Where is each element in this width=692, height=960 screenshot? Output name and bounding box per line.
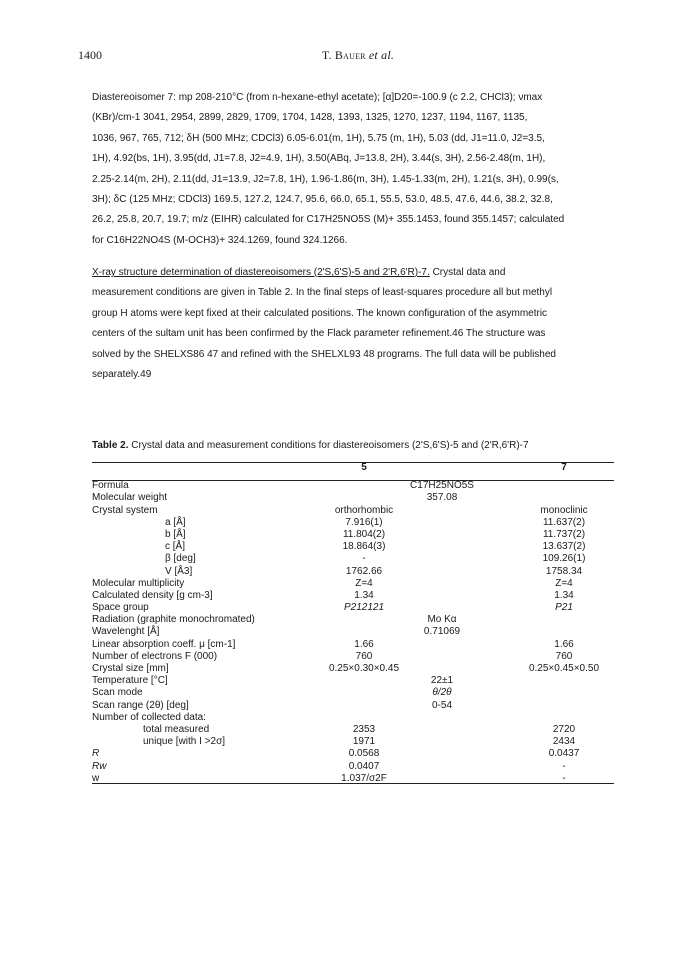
xray-paragraph	[92, 263, 617, 385]
diastereoisomer-7-data-paragraph	[92, 88, 617, 251]
para2-line-6: separately.49	[92, 368, 152, 380]
table-row: V [Å3] 1762.66 1758.34	[165, 565, 583, 577]
table-row: Number of electrons F (000) 760 760	[92, 650, 573, 662]
table-row: R 0.0568 0.0437	[92, 748, 580, 760]
table-row: Molecular weight 357.08	[92, 492, 458, 504]
author-suffix: et al.	[368, 48, 395, 62]
table-row: w 1.037/σ2F -	[92, 772, 566, 784]
table-row: Formula C17H25NO5S	[92, 480, 474, 492]
table-row: β [deg] - 109.26(1)	[165, 553, 586, 565]
author-surname: Bauer	[334, 48, 366, 62]
table-row: Molecular multiplicity Z=4 Z=4	[92, 577, 573, 589]
table-row: c [Å] 18.864(3) 13.637(2)	[165, 541, 586, 553]
column-header-5: 5	[361, 462, 367, 473]
para2-line-1: X-ray structure determination of diastereoisomers (2'S,6'S)-5 and 2'R,6'R)-7. Crystal data and	[92, 267, 506, 278]
para1-line-3: 1036, 967, 765, 712; δH (500 MHz; CDCl3) 6.05-6.01(m, 1H), 5.75 (m, 1H), 5.03 (dd, J1=11.0, J2=3.5,	[92, 132, 545, 144]
running-header	[78, 48, 638, 64]
para1-line-5: 2.25-2.14(m, 2H), 2.11(dd, J1=13.9, J2=7.8, 1H), 1.96-1.86(m, 3H), 1.45-1.33(m, 2H), 1.21(s, 3H), 0.99(s,	[92, 173, 559, 185]
page-number: 1400	[78, 48, 102, 62]
table-row: total measured 2353 2720	[143, 723, 576, 735]
table-row: Scan range (2θ) [deg] 0-54	[92, 699, 452, 711]
para1-line-1: Diastereoisomer 7: mp 208-210°C (from n-hexane-ethyl acetate); [α]D20=-100.9 (c 2.2, CHCl3); νmax	[92, 92, 543, 103]
table-header-row	[92, 462, 614, 474]
table-row: Number of collected data:	[92, 711, 206, 723]
table-caption-text: Crystal data and measurement conditions for diastereoisomers (2'S,6'S)-5 and (2'R,6'R)-7	[131, 440, 529, 451]
table-row: Temperature [°C] 22±1	[92, 675, 454, 687]
column-header-7: 7	[561, 462, 567, 473]
table-row: a [Å] 7.916(1) 11.637(2)	[165, 516, 586, 528]
table-row: Crystal system orthorhombic monoclinic	[92, 504, 588, 516]
table-row: Scan mode θ/2θ	[92, 687, 452, 699]
para2-line-2: measurement conditions are given in Table 2. In the final steps of least-squares procedure all but methyl	[92, 287, 553, 299]
table-caption	[92, 440, 632, 451]
table-row: unique [with I >2σ] 1971 2434	[143, 736, 576, 748]
table-bottom-rule	[92, 783, 614, 784]
crystal-data-table	[92, 462, 614, 785]
table-row: Wavelenght [Å] 0.71069	[92, 626, 461, 638]
xray-section-heading: X-ray structure determination of diastereoisomers (2'S,6'S)-5 and 2'R,6'R)-7.	[92, 267, 430, 278]
running-author	[78, 48, 638, 63]
para1-line-6: 3H); δC (125 MHz; CDCl3) 169.5, 127.2, 124.7, 95.6, 66.0, 65.1, 55.5, 53.0, 48.5, 47.6, 44.6, 38.2, 32.8,	[92, 193, 553, 205]
para1-line-4: 1H), 4.92(bs, 1H), 3.95(dd, J1=7.8, J2=4.9, 1H), 3.50(ABq, J=13.8, 2H), 3.44(s, 3H), 2.56-2.48(m, 1H),	[92, 153, 546, 165]
table-row: Space group P212121 P21	[92, 602, 573, 614]
para1-line-7: 26.2, 25.8, 20.7, 19.7; m/z (EIHR) calculated for C17H25NO5S (M)+ 355.1453, found 355.1457; calculated	[92, 214, 565, 226]
para2-line-4: centers of the sultam unit has been confirmed by the Flack parameter refinement.46 The structure was	[92, 328, 546, 340]
para1-line-2: (KBr)/cm-1 3041, 2954, 2899, 2829, 1709, 1704, 1428, 1393, 1325, 1270, 1237, 1194, 1167, 1135,	[92, 112, 528, 124]
table-row: Rw 0.0407 -	[92, 760, 566, 772]
table-caption-label: Table 2.	[92, 440, 129, 451]
table-row: Calculated density [g cm-3] 1.34 1.34	[92, 589, 574, 601]
table-row: Radiation (graphite monochromated) Mo Kα	[92, 614, 457, 626]
table-row: Linear absorption coeff. μ [cm-1] 1.66 1.66	[92, 638, 574, 650]
author-initial: T.	[321, 48, 332, 62]
para2-line-5: solved by the SHELXS86 47 and refined with the SHELXL93 48 programs. The full data will be published	[92, 348, 556, 360]
para1-line-8: for C16H22NO4S (M-OCH3)+ 324.1269, found 324.1266.	[92, 234, 348, 246]
para2-line-3: group H atoms were kept fixed at their calculated positions. The known configuration of the asymmetric	[92, 307, 548, 319]
table-row: Crystal size [mm] 0.25×0.30×0.45 0.25×0.45×0.50	[92, 663, 600, 674]
table-row: b [Å] 11.804(2) 11.737(2)	[165, 528, 586, 540]
